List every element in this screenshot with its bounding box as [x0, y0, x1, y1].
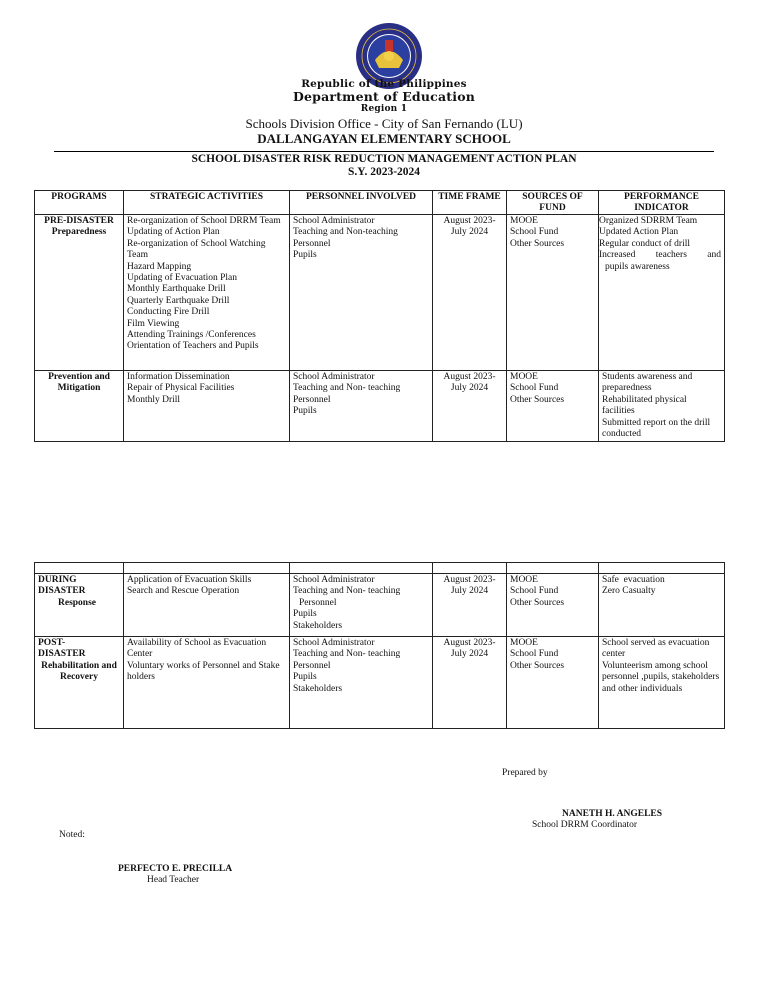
activity-item: Voluntary works of Personnel and Stake holders [127, 660, 280, 683]
header-indicator: PERFORMANCE INDICATOR [599, 191, 725, 215]
fund-item: School Fund [510, 586, 559, 597]
indicator-item: Submitted report on the drill conducted [602, 417, 711, 440]
school-year: S.Y. 2023-2024 [347, 166, 421, 178]
activity-item: Quarterly Earthquake Drill [127, 295, 230, 306]
personnel-item: Personnel [293, 660, 331, 671]
prepared-by-label: Prepared by [502, 768, 548, 778]
program-label: Recovery [60, 672, 98, 683]
indicator-item: Zero Casualty [602, 586, 656, 597]
activities-cell [124, 637, 290, 729]
indicator-item: Rehabilitated physical facilities [602, 394, 687, 417]
fund-item: MOOE [510, 372, 538, 382]
program-label: DISASTER [38, 586, 86, 597]
program-cell [35, 215, 124, 371]
time-frame-line: July 2024 [450, 649, 489, 660]
personnel-item: Teaching and Non- teaching Personnel [293, 383, 401, 405]
program-cell [35, 371, 124, 442]
activity-item: Conducting Fire Drill [127, 307, 210, 318]
funds-cell [507, 371, 599, 442]
time-frame-cell [433, 215, 507, 371]
activities-cell [124, 574, 290, 637]
activity-item: Information Dissemination [127, 372, 230, 382]
personnel-item: Teaching and Non- teaching [293, 649, 401, 660]
indicator-item: School served as evacuation center [602, 638, 710, 660]
fund-item: Other Sources [510, 238, 565, 249]
activity-item: Attending Trainings /Conferences [127, 330, 256, 341]
prepared-by-title: School DRRM Coordinator [532, 820, 638, 830]
activity-item: Orientation of Teachers and Pupils [127, 341, 259, 352]
table-row [35, 371, 725, 442]
prepared-by-name: NANETH H. ANGELES [562, 809, 663, 819]
indicator-item: Regular conduct of drill [599, 238, 691, 249]
table-row [35, 637, 725, 729]
fund-item: School Fund [510, 227, 559, 238]
funds-cell [507, 574, 599, 637]
program-cell [35, 637, 124, 729]
program-label: DURING [38, 575, 77, 585]
table-blank-row [35, 563, 725, 574]
time-frame-cell [433, 637, 507, 729]
time-frame-line: July 2024 [450, 586, 489, 597]
funds-cell [507, 637, 599, 729]
activities-cell [124, 371, 290, 442]
header-activities: STRATEGIC ACTIVITIES [124, 191, 290, 215]
fund-item: Other Sources [510, 394, 565, 405]
activity-item: Updating of Action Plan [127, 227, 220, 238]
fund-item: MOOE [510, 575, 538, 585]
noted-label: Noted: [59, 830, 85, 840]
personnel-cell [290, 637, 433, 729]
activity-item: Application of Evacuation Skills [127, 575, 252, 585]
personnel-item: Pupils [293, 406, 317, 417]
header-divider [54, 151, 714, 152]
program-label: Preparedness [51, 227, 107, 238]
activity-item: Hazard Mapping [127, 261, 192, 272]
personnel-item: Teaching and Non- teaching [293, 586, 401, 597]
time-frame-line: July 2024 [450, 383, 489, 394]
personnel-cell [290, 215, 433, 371]
action-plan-table-1 [34, 190, 725, 442]
header-personnel: PERSONNEL INVOLVED [290, 191, 433, 215]
personnel-item: Stakeholders [293, 683, 343, 694]
activity-item: Updating of Evacuation Plan [127, 273, 238, 284]
time-frame-line: August 2023- [443, 216, 496, 226]
fund-item: School Fund [510, 383, 559, 394]
noted-by-name: PERFECTO E. PRECILLA [118, 864, 233, 874]
table-row [35, 215, 725, 371]
republic-line: Republic of the Philippines [301, 78, 467, 90]
personnel-item: Pupils [293, 609, 317, 620]
personnel-item: Stakeholders [293, 620, 343, 631]
personnel-item: Pupils [293, 672, 317, 683]
indicator-item: Updated Action Plan [599, 227, 679, 238]
program-label: Response [58, 597, 97, 608]
time-frame-cell [433, 574, 507, 637]
indicator-item: Increased teachers and [599, 250, 721, 261]
indicator-item: Organized SDRRM Team [599, 216, 698, 226]
funds-cell [507, 215, 599, 371]
time-frame-line: August 2023- [443, 638, 496, 648]
noted-by-title: Head Teacher [147, 875, 200, 885]
personnel-cell [290, 371, 433, 442]
activity-item: Re-organization of School Watching Team [127, 238, 266, 261]
region-line: Region 1 [360, 104, 408, 114]
personnel-item: School Administrator [293, 638, 375, 648]
activity-item: Re-organization of School DRRM Team [127, 216, 281, 226]
program-label: Mitigation [57, 383, 101, 394]
time-frame-line: August 2023- [443, 575, 496, 585]
personnel-item: School Administrator [293, 575, 375, 585]
header-sources: SOURCES OF FUND [507, 191, 599, 215]
program-label: POST- [38, 638, 66, 648]
program-label: PRE-DISASTER [44, 216, 114, 226]
program-label: Prevention and [48, 372, 110, 382]
time-frame-line: August 2023- [443, 372, 496, 382]
indicator-cell [599, 637, 725, 729]
personnel-item: Personnel [299, 597, 337, 608]
activity-item: Film Viewing [127, 318, 180, 329]
activity-item: Search and Rescue Operation [127, 586, 240, 597]
program-cell [35, 574, 124, 637]
personnel-cell [290, 574, 433, 637]
activity-item: Monthly Earthquake Drill [127, 284, 226, 295]
indicator-cell [599, 574, 725, 637]
table-header-row [35, 191, 725, 215]
school-name: DALLANGAYAN ELEMENTARY SCHOOL [257, 131, 511, 146]
activities-cell [124, 215, 290, 371]
fund-item: Other Sources [510, 597, 565, 608]
division-line: Schools Division Office - City of San Fernando (LU) [245, 116, 523, 131]
header-programs: PROGRAMS [35, 191, 124, 215]
indicator-item: pupils awareness [605, 261, 670, 272]
indicator-item: Volunteerism among school personnel ,pupils, stakeholders and other individuals [602, 660, 720, 694]
indicator-item: Safe evacuation [602, 575, 665, 585]
fund-item: MOOE [510, 638, 538, 648]
indicator-item: Students awareness and preparedness [602, 372, 693, 394]
time-frame-cell [433, 371, 507, 442]
fund-item: MOOE [510, 216, 538, 226]
program-label: Rehabilitation and [41, 660, 117, 671]
personnel-item: Pupils [293, 250, 317, 261]
indicator-cell [599, 215, 725, 371]
header-time-frame: TIME FRAME [433, 191, 507, 215]
activity-item: Repair of Physical Facilities [127, 383, 235, 394]
table-row [35, 574, 725, 637]
action-plan-table-2 [34, 562, 725, 729]
time-frame-line: July 2024 [450, 227, 489, 238]
activity-item: Monthly Drill [127, 394, 181, 405]
department-line: Department of Education [292, 89, 476, 104]
indicator-cell [599, 371, 725, 442]
plan-title: SCHOOL DISASTER RISK REDUCTION MANAGEMENT ACTION PLAN [191, 153, 577, 165]
fund-item: Other Sources [510, 660, 565, 671]
personnel-item: School Administrator [293, 216, 375, 226]
program-label: DISASTER [38, 649, 86, 660]
activity-item: Availability of School as Evacuation Center [127, 638, 267, 660]
fund-item: School Fund [510, 649, 559, 660]
personnel-item: Teaching and Non-teaching Personnel [293, 227, 398, 249]
personnel-item: School Administrator [293, 372, 375, 382]
